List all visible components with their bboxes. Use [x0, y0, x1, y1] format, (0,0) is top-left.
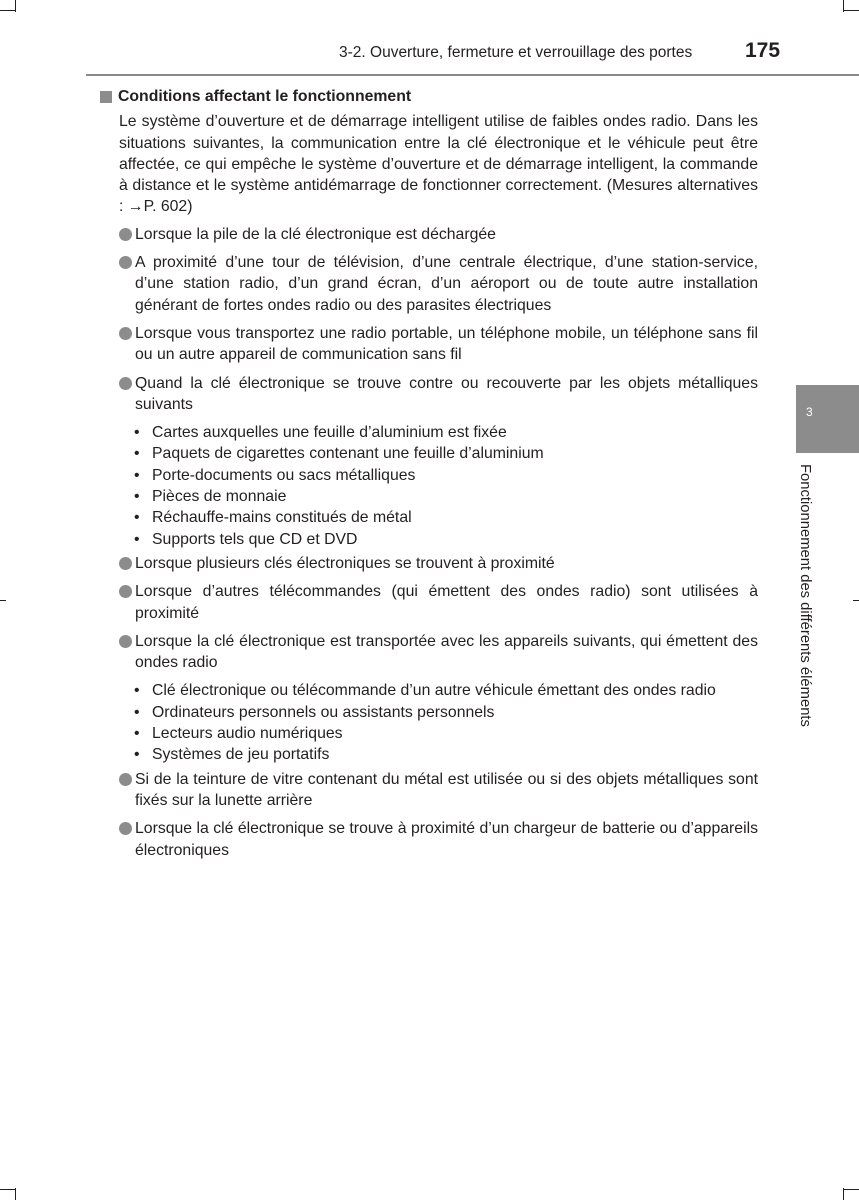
- sub-list-item: [100, 723, 758, 744]
- bullet-item: [100, 224, 758, 245]
- circle-bullet-icon: [119, 256, 132, 269]
- section-intro: Le système d’ouverture et de démarrage intelligent utilise de faibles ondes radio. Dans les situations suivantes, la communication entre la clé électronique et le véhicule peut être affectée, ce qui empêche le système d’ouverture et de démarrage intelligent, la commande à distance et le système antidémarrage de fonctionner correctement. (Mesures alternatives : →P. 602): [119, 113, 758, 216]
- bullet-item: [100, 631, 758, 674]
- sub-list-item: [100, 507, 758, 528]
- bullet-item: [100, 581, 758, 624]
- sub-list-text: Supports tels que CD et DVD: [152, 530, 358, 548]
- sub-list-text: Ordinateurs personnels ou assistants personnels: [152, 703, 495, 721]
- small-bullet-icon: •: [134, 466, 140, 484]
- chapter-tab: [796, 385, 859, 453]
- main-content: [100, 86, 758, 868]
- circle-bullet-icon: [119, 228, 132, 241]
- sub-list: [100, 680, 758, 765]
- sub-list-text: Pièces de monnaie: [152, 488, 287, 506]
- bullet-item: [100, 323, 758, 366]
- small-bullet-icon: •: [134, 509, 140, 527]
- bullet-item: [100, 769, 758, 812]
- section-title: Conditions affectant le fonctionnement: [118, 88, 412, 105]
- sub-list-text: Systèmes de jeu portatifs: [152, 746, 330, 764]
- crop-mark: [853, 600, 859, 601]
- crop-mark: [0, 600, 6, 601]
- bullet-item: [100, 818, 758, 861]
- small-bullet-icon: •: [134, 445, 140, 463]
- small-bullet-icon: •: [134, 530, 140, 548]
- bullet-text: Lorsque vous transportez une radio portable, un téléphone mobile, un téléphone sans fil ou un autre appareil de communication sans fil: [135, 324, 758, 364]
- sub-list-text: Réchauffe-mains constitués de métal: [152, 509, 412, 527]
- bullet-item: [100, 373, 758, 416]
- bullet-text: Lorsque la clé électronique est transportée avec les appareils suivants, qui émettent des ondes radio: [135, 632, 758, 672]
- header-rule: [86, 74, 859, 76]
- small-bullet-icon: •: [134, 424, 140, 442]
- crop-mark: [843, 10, 859, 11]
- sub-list-item: [100, 744, 758, 765]
- chapter-side-label: [797, 464, 827, 754]
- small-bullet-icon: •: [134, 725, 140, 743]
- chapter-tab-number: 3: [806, 405, 813, 419]
- bullet-text: Lorsque la pile de la clé électronique est déchargée: [135, 225, 496, 243]
- crop-mark: [0, 10, 16, 11]
- sub-list-text: Clé électronique ou télécommande d’un autre véhicule émettant des ondes radio: [152, 682, 716, 700]
- sub-list: [100, 422, 758, 550]
- section-heading: [100, 86, 758, 107]
- sub-list-item: [100, 443, 758, 464]
- crop-mark: [843, 1189, 859, 1190]
- small-bullet-icon: •: [134, 746, 140, 764]
- bullet-text: Lorsque d’autres télécommandes (qui émettent des ondes radio) sont utilisées à proximité: [135, 583, 758, 622]
- crop-mark: [15, 1188, 16, 1200]
- crop-mark: [15, 0, 16, 12]
- sub-list-item: [100, 702, 758, 723]
- circle-bullet-icon: [119, 822, 132, 835]
- sub-list-item: [100, 680, 758, 701]
- bullet-text: Si de la teinture de vitre contenant du métal est utilisée ou si des objets métalliques sont fixés sur la lunette arrière: [135, 770, 758, 809]
- circle-bullet-icon: [119, 635, 132, 648]
- circle-bullet-icon: [119, 585, 132, 598]
- page-number: 175: [745, 39, 781, 62]
- sub-list-text: Lecteurs audio numériques: [152, 725, 343, 743]
- bullet-item: [100, 553, 758, 574]
- bullet-text: A proximité d’une tour de télévision, d’une centrale électrique, d’une station-service, d’une station radio, d’un grand écran, d’un aéroport ou de toute autre installation générant de fortes ondes radio ou des parasites électriques: [135, 254, 758, 314]
- page-header-title: 3-2. Ouverture, fermeture et verrouillage des portes: [339, 44, 693, 61]
- sub-list-item: [100, 529, 758, 550]
- small-bullet-icon: •: [134, 703, 140, 721]
- crop-mark: [843, 1188, 844, 1200]
- circle-bullet-icon: [119, 557, 132, 570]
- circle-bullet-icon: [119, 327, 132, 340]
- circle-bullet-icon: [119, 773, 132, 786]
- sub-list-text: Cartes auxquelles une feuille d’aluminium est fixée: [152, 424, 507, 442]
- bullet-text: Lorsque la clé électronique se trouve à proximité d’un chargeur de batterie ou d’appareils électroniques: [135, 820, 758, 859]
- chapter-side-label-text: Fonctionnement des différents éléments: [797, 464, 813, 727]
- crop-mark: [843, 0, 844, 12]
- small-bullet-icon: •: [134, 682, 140, 700]
- crop-mark: [0, 1189, 16, 1190]
- bullet-list: [100, 224, 758, 861]
- sub-list-text: Paquets de cigarettes contenant une feuille d’aluminium: [152, 445, 544, 463]
- circle-bullet-icon: [119, 377, 132, 390]
- sub-list-item: [100, 465, 758, 486]
- sub-list-item: [100, 422, 758, 443]
- small-bullet-icon: •: [134, 488, 140, 506]
- sub-list-item: [100, 486, 758, 507]
- sub-list-text: Porte-documents ou sacs métalliques: [152, 466, 416, 484]
- bullet-item: [100, 252, 758, 316]
- bullet-text: Quand la clé électronique se trouve contre ou recouverte par les objets métalliques suivants: [135, 374, 758, 413]
- bullet-text: Lorsque plusieurs clés électroniques se trouvent à proximité: [135, 554, 555, 572]
- square-bullet-icon: [100, 91, 112, 103]
